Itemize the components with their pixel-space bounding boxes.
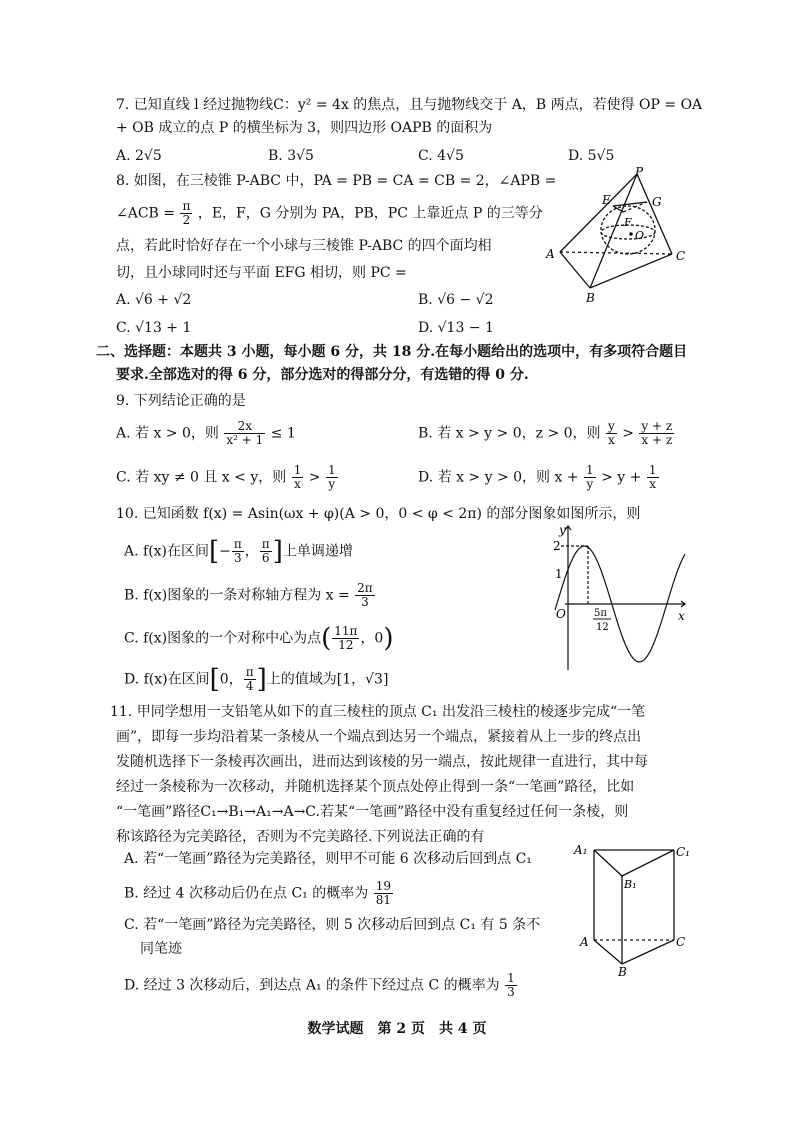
q8-pyramid-figure <box>540 166 690 306</box>
q9-option-d: D. 若 x > y > 0，则 x + $\frac{1}{y}$ > y + $\frac{1}{x}$ <box>418 463 657 491</box>
q11-label-c1: C₁ <box>676 845 690 859</box>
q11-option-a: A. 若“一笔画”路径为完美路径，则甲不可能 6 次移动后回到点 C₁ <box>124 851 532 867</box>
q8-stem2b: ，E，F，G 分别为 PA，PB，PC 上靠近点 P 的三等分 <box>197 205 543 222</box>
q11-label-a1: A₁ <box>574 843 588 857</box>
q9-option-c: C. 若 xy ≠ 0 且 x < y，则 $\frac{1}{x}$ > $\frac{1}{y}$ <box>116 463 336 491</box>
q11-label-a: A <box>580 935 589 949</box>
q8-option-a: A. √6 + √2 <box>116 292 192 308</box>
section2-heading-line2: 要求.全部选对的得 6 分，部分选对的得部分分，有选错的得 0 分. <box>116 367 529 383</box>
q7-option-a: A. 2√5 <box>116 148 162 164</box>
q8-stem-line2 <box>116 200 543 227</box>
q11-line6: 称该路径为完美路径，否则为不完美路径.下列说法正确的有 <box>116 829 485 845</box>
q9-option-a: A. 若 x > 0，则 $\frac{2x}{\text{x² + 1}}$ ≤ 1 <box>116 419 296 447</box>
page-footer: 数学试题 第 2 页 共 4 页 <box>307 1021 487 1037</box>
q10-tick-2: 2 <box>553 539 561 553</box>
q8-label-g: G <box>652 195 662 209</box>
q8-option-c: C. √13 + 1 <box>116 320 192 336</box>
q11-option-c-line2: 同笔迹 <box>140 941 182 957</box>
q11-line1: 11. 甲同学想用一支铅笔从如下的直三棱柱的顶点 C₁ 出发沿三棱柱的棱逐步完成“一笔 <box>110 704 646 720</box>
q10-option-c: C. f(x)图象的一个对称中心为点( $\frac{11\pi}{12}$ ，0) <box>124 623 394 654</box>
q8-label-e: E <box>602 193 611 207</box>
q10-axis-x: x <box>678 609 685 623</box>
q7-option-c: C. 4√5 <box>418 148 464 164</box>
q10-option-a: A. f(x)在区间[− $\frac{\pi}{3}$ ， $\frac{\pi}{6}$ ]上单调递增 <box>124 536 353 567</box>
q11-line2: 画”，即每一步均沿着某一条棱从一个端点到达另一个端点，紧接着从上一步的终点出 <box>116 729 642 745</box>
q8-option-b: B. √6 − √2 <box>418 292 494 308</box>
q10-axis-y: y <box>559 523 566 537</box>
q10-xtick-num: 5π <box>594 608 607 619</box>
q10-stem: 10. 已知函数 f(x) = Asin(ωx + φ)(A > 0，0 < φ < 2π) 的部分图象如图所示，则 <box>116 506 641 522</box>
q11-label-b1: B₁ <box>624 878 637 891</box>
q7-stem-line1: 7. 已知直线 l 经过抛物线C：y² = 4x 的焦点，且与抛物线交于 A，B 两点，若使得 OP = OA <box>116 97 703 113</box>
q10-option-b: B. f(x)图象的一条对称轴方程为 x = $\frac{2\pi}{3}$ <box>124 581 373 609</box>
q11-option-d: D. 经过 3 次移动后，到达点 A₁ 的条件下经过点 C 的概率为 $\frac{1}{3}$ <box>124 971 515 999</box>
q8-stem-line3: 点，若此时恰好存在一个小球与三棱锥 P-ABC 的四个面均相 <box>116 238 492 254</box>
q10-xtick-den: 12 <box>596 622 609 633</box>
q11-option-b: B. 经过 4 次移动后仍在点 C₁ 的概率为 $\frac{19}{81}$ <box>124 879 391 907</box>
q9-option-b: B. 若 x > y > 0，z > 0，则 $\frac{y}{x}$ > $\frac{y + z}{x + z}$ <box>418 419 673 447</box>
q8-label-c: C <box>676 249 686 263</box>
q11-line5: “一笔画”路径C₁→B₁→A₁→A→C.若某“一笔画”路径中没有重复经过任何一条棱，则 <box>116 804 629 820</box>
q11-line3: 发随机选择下一条棱再次画出，进而达到该棱的另一端点，按此规律一直进行，其中每 <box>116 754 648 770</box>
q11-option-c-line1: C. 若“一笔画”路径为完美路径，则 5 次移动后回到点 C₁ 有 5 条不 <box>124 917 541 933</box>
q8-label-f: F <box>624 216 632 229</box>
q10-origin: O <box>556 607 566 621</box>
q8-option-d: D. √13 − 1 <box>418 320 494 336</box>
q7-option-d: D. 5√5 <box>568 148 615 164</box>
q11-line4: 经过一条棱称为一次移动，并随机选择某个顶点处停止得到一条“一笔画”路径，比如 <box>116 779 635 795</box>
q8-label-a: A <box>546 247 555 261</box>
q10-sine-graph <box>545 520 695 680</box>
q10-tick-1: 1 <box>555 567 563 581</box>
q8-stem-line1: 8. 如图，在三棱锥 P-ABC 中，PA = PB = CA = CB = 2，∠APB = <box>116 173 557 189</box>
q8-label-p: P <box>635 166 644 179</box>
q7-option-b: B. 3√5 <box>268 148 314 164</box>
q8-pi-over-2: $\frac{\pi}{2}$ <box>182 199 191 227</box>
q11-label-c: C <box>676 935 686 949</box>
q9-stem: 9. 下列结论正确的是 <box>116 393 246 409</box>
q11-label-b: B <box>618 965 627 978</box>
q8-label-o: O <box>635 229 645 242</box>
q8-label-b: B <box>586 291 595 305</box>
q10-option-d: D. f(x)在区间[0， $\frac{\pi}{4}$ ]上的值域为[1，√3] <box>124 664 389 695</box>
section2-heading-line1: 二、选择题：本题共 3 小题，每小题 6 分，共 18 分.在每小题给出的选项中，有多项符合题目 <box>96 344 688 360</box>
q7-stem-line2: + OB 成立的点 P 的横坐标为 3，则四边形 OAPB 的面积为 <box>116 120 493 136</box>
q8-stem2a: ∠ACB = <box>116 205 176 222</box>
q8-stem-line4: 切，且小球同时还与平面 EFG 相切，则 PC = <box>116 265 407 281</box>
q11-prism-figure <box>570 838 700 978</box>
